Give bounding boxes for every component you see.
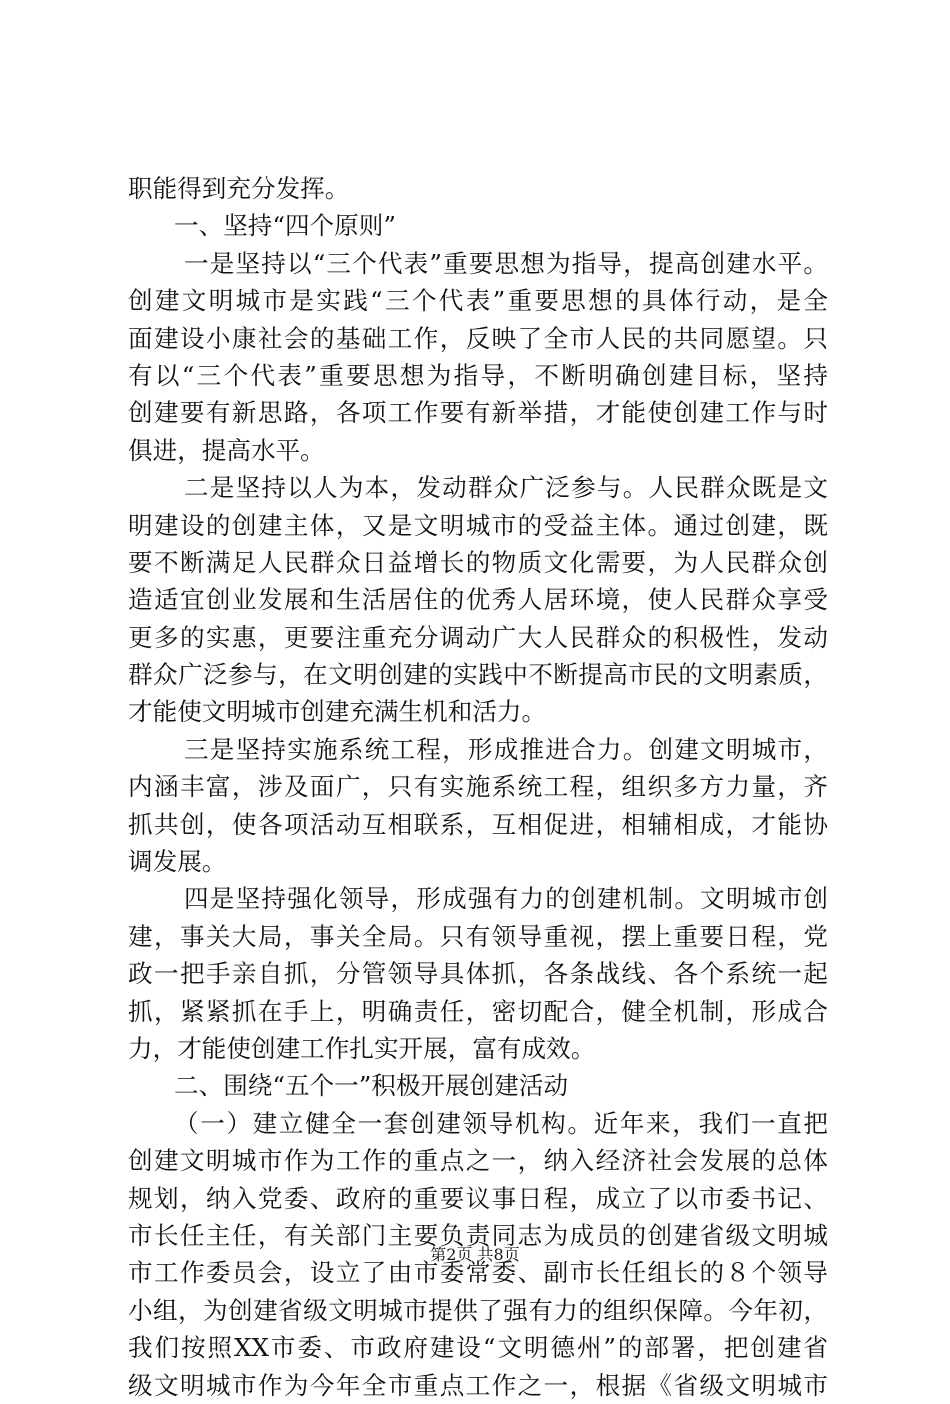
text-line: 一是坚持以“三个代表”重要思想为指导，提高创建水平。 (184, 248, 828, 278)
text-line: 有以“三个代表”重要思想为指导，不断明确创建目标，坚持 (128, 360, 828, 390)
text-line: 内涵丰富，涉及面广，只有实施系统工程，组织多方力量，齐 (128, 772, 828, 802)
text-line: 更多的实惠，更要注重充分调动广大人民群众的积极性，发动 (128, 622, 828, 652)
text-line: 要不断满足人民群众日益增长的物质文化需要，为人民群众创 (128, 547, 828, 577)
text-line: 造适宜创业发展和生活居住的优秀人居环境，使人民群众享受 (128, 585, 828, 615)
text-line: 俱进，提高水平。 (128, 435, 325, 465)
text-line: 创建文明城市是实践“三个代表”重要思想的具体行动，是全 (128, 286, 828, 316)
text-line: 明建设的创建主体，又是文明城市的受益主体。通过创建，既 (128, 510, 828, 540)
text-line: 建，事关大局，事关全局。只有领导重视，摆上重要日程，党 (128, 921, 828, 951)
text-line: 力，才能使创建工作扎实开展，富有成效。 (128, 1033, 596, 1063)
text-line: 市工作委员会，设立了由市委常委、副市长任组长的８个领导 (128, 1258, 828, 1288)
text-line: 调发展。 (128, 847, 227, 877)
text-line: 面建设小康社会的基础工作，反映了全市人民的共同愿望。只 (128, 323, 828, 353)
text-line: 小组，为创建省级文明城市提供了强有力的组织保障。今年初， (128, 1295, 828, 1325)
text-line: 三是坚持实施系统工程，形成推进合力。创建文明城市， (184, 734, 828, 764)
text-line: （一）建立健全一套创建领导机构。近年来，我们一直把 (174, 1108, 828, 1138)
text-line: 规划，纳入党委、政府的重要议事日程，成立了以市委书记、 (128, 1183, 828, 1213)
text-line: 四是坚持强化领导，形成强有力的创建机制。文明城市创 (184, 884, 828, 914)
text-line: 群众广泛参与，在文明创建的实践中不断提高市民的文明素质， (128, 660, 828, 690)
text-line: 政一把手亲自抓，分管领导具体抓，各条战线、各个系统一起 (128, 959, 828, 989)
text-line: 职能得到充分发挥。 (128, 174, 350, 203)
text-line: 创建文明城市作为工作的重点之一，纳入经济社会发展的总体 (128, 1146, 828, 1176)
text-line: 二是坚持以人为本，发动群众广泛参与。人民群众既是文 (184, 473, 828, 503)
text-line: 创建要有新思路，各项工作要有新举措，才能使创建工作与时 (128, 398, 828, 428)
text-line: 一、坚持“四个原则” (174, 211, 396, 241)
text-line: 抓共创，使各项活动互相联系，互相促进，相辅相成，才能协 (128, 809, 828, 839)
text-line: 市长任主任，有关部门主要负责同志为成员的创建省级文明城 (128, 1220, 828, 1250)
document-body (128, 170, 828, 1404)
text-line: 二、围绕“五个一”积极开展创建活动 (174, 1071, 569, 1101)
text-line: 级文明城市作为今年全市重点工作之一，根据《省级文明城市 (128, 1370, 828, 1400)
text-line: 才能使文明城市创建充满生机和活力。 (128, 697, 547, 727)
text-line: 我们按照XX市委、市政府建设“文明德州”的部署，把创建省 (128, 1333, 828, 1363)
page-footer: 第2页 共8页 (430, 1245, 520, 1264)
text-line: 抓，紧紧抓在手上，明确责任，密切配合，健全机制，形成合 (128, 996, 828, 1026)
